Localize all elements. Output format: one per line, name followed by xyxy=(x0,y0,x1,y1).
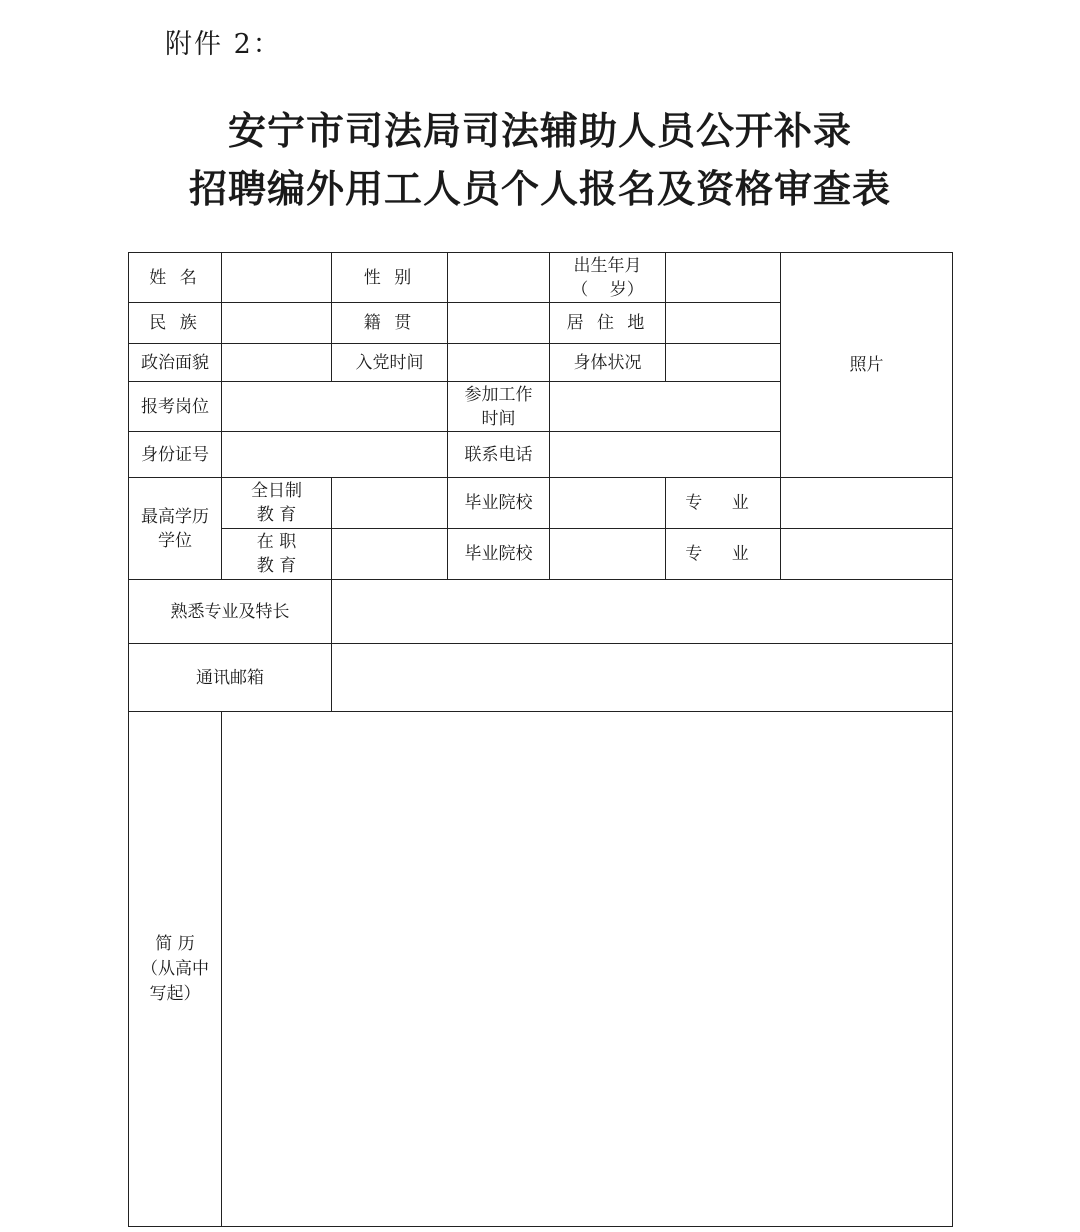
field-id-number[interactable] xyxy=(222,432,448,478)
field-birth[interactable] xyxy=(666,253,781,303)
field-gender[interactable] xyxy=(448,253,550,303)
field-phone[interactable] xyxy=(550,432,781,478)
label-birth-line2: （ 岁） xyxy=(571,279,644,300)
label-birth-line1: 出生年月 xyxy=(573,255,642,276)
field-fulltime-degree[interactable] xyxy=(332,478,448,529)
label-resume-line1: 简 历 xyxy=(155,933,195,954)
field-position[interactable] xyxy=(222,382,448,432)
label-school-1: 毕业院校 xyxy=(448,478,550,529)
label-education xyxy=(129,478,222,580)
label-education-line2: 学位 xyxy=(158,530,192,551)
label-parttime-line1: 在 职 xyxy=(256,532,297,552)
label-fulltime xyxy=(222,478,332,529)
label-resume-line3: 写起） xyxy=(149,983,201,1004)
label-education-line1: 最高学历 xyxy=(141,506,209,527)
label-work-start xyxy=(448,382,550,432)
label-political-status: 政治面貌 xyxy=(129,344,222,382)
label-school-2: 毕业院校 xyxy=(448,529,550,580)
photo-box[interactable]: 照片 xyxy=(781,253,953,478)
label-major-2: 专 业 xyxy=(666,529,781,580)
label-resume-line2: （从高中 xyxy=(141,958,209,979)
attachment-label: 附件 2： xyxy=(165,29,282,60)
field-school-1[interactable] xyxy=(550,478,666,529)
label-major-1: 专 业 xyxy=(666,478,781,529)
field-resume[interactable] xyxy=(222,712,953,1227)
label-gender: 性 别 xyxy=(332,253,448,303)
label-health: 身体状况 xyxy=(550,344,666,382)
label-id-number: 身份证号 xyxy=(129,432,222,478)
label-address: 通讯邮箱 xyxy=(129,644,332,712)
field-party-join-time[interactable] xyxy=(448,344,550,382)
field-major-2[interactable] xyxy=(781,529,953,580)
field-skills[interactable] xyxy=(332,580,953,644)
label-fulltime-line2: 教 育 xyxy=(256,505,297,525)
field-address[interactable] xyxy=(332,644,953,712)
label-skills: 熟悉专业及特长 xyxy=(129,580,332,644)
label-residence: 居 住 地 xyxy=(550,303,666,344)
label-resume xyxy=(129,712,222,1227)
label-work-start-line1: 参加工作 xyxy=(464,384,533,405)
field-school-2[interactable] xyxy=(550,529,666,580)
field-work-start[interactable] xyxy=(550,382,781,432)
registration-form-table xyxy=(128,252,953,1227)
label-parttime xyxy=(222,529,332,580)
field-parttime-degree[interactable] xyxy=(332,529,448,580)
label-ethnicity: 民 族 xyxy=(129,303,222,344)
label-parttime-line2: 教 育 xyxy=(256,556,297,576)
label-birth xyxy=(550,253,666,303)
field-native-place[interactable] xyxy=(448,303,550,344)
field-political-status[interactable] xyxy=(222,344,332,382)
field-ethnicity[interactable] xyxy=(222,303,332,344)
label-name: 姓 名 xyxy=(129,253,222,303)
title-line-2: 招聘编外用工人员个人报名及资格审查表 xyxy=(188,167,891,211)
label-phone: 联系电话 xyxy=(448,432,550,478)
label-fulltime-line1: 全日制 xyxy=(251,481,302,501)
field-major-1[interactable] xyxy=(781,478,953,529)
title-line-1: 安宁市司法局司法辅助人员公开补录 xyxy=(227,109,852,153)
field-health[interactable] xyxy=(666,344,781,382)
label-work-start-line2: 时间 xyxy=(481,408,516,429)
label-native-place: 籍 贯 xyxy=(332,303,448,344)
page-title xyxy=(0,102,1080,218)
field-residence[interactable] xyxy=(666,303,781,344)
field-name[interactable] xyxy=(222,253,332,303)
label-party-join-time: 入党时间 xyxy=(332,344,448,382)
label-position: 报考岗位 xyxy=(129,382,222,432)
